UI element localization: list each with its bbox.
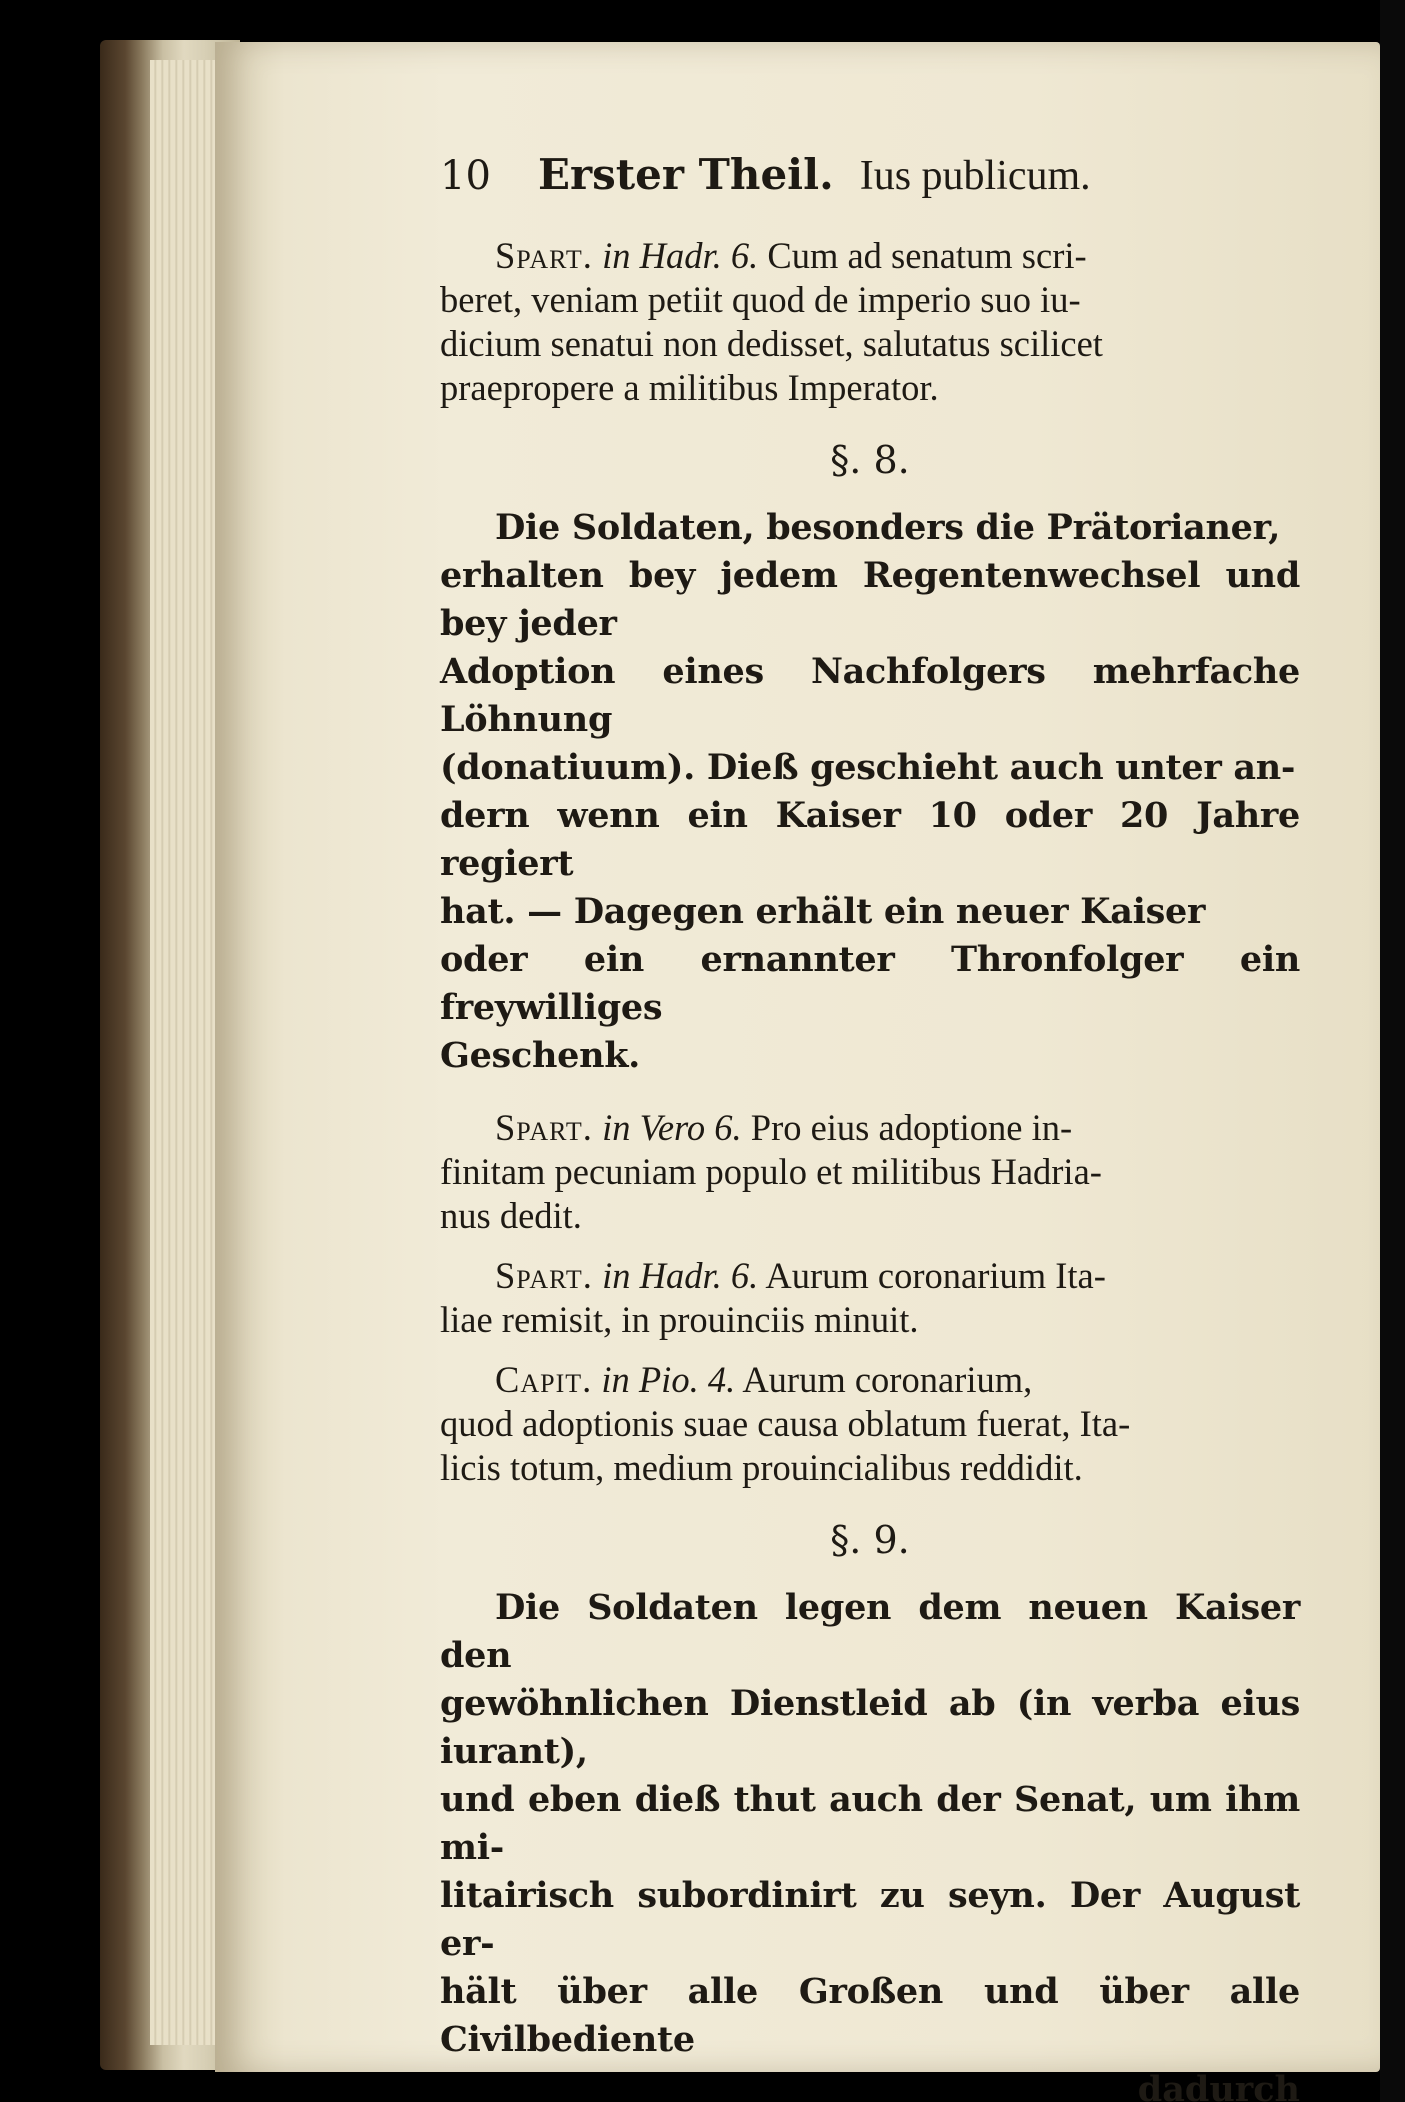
text-line: oder ein ernannter Thronfolger ein freywilliges: [440, 939, 1300, 1028]
section-title: Ius publicum.: [859, 153, 1091, 199]
section-heading: §. 8.: [830, 438, 910, 482]
text-line: Die Soldaten, besonders die Prätorianer,: [495, 507, 1281, 548]
citation-paragraph: [440, 1106, 1300, 1238]
section-heading: §. 9.: [830, 1518, 910, 1562]
page-text: [440, 150, 1300, 2102]
citation-paragraph: [440, 1358, 1300, 1490]
part-title: Erster Theil.: [538, 150, 834, 199]
german-paragraph: [440, 504, 1300, 1080]
text-line: nus dedit.: [440, 1195, 582, 1236]
citation-location: in Vero 6.: [602, 1107, 742, 1148]
background-right: [1380, 0, 1405, 2102]
text-line: Aurum coronarium,: [742, 1359, 1033, 1400]
text-line: dicium senatui non dedisset, salutatus scilicet: [440, 323, 1103, 364]
citation-paragraph: [440, 234, 1300, 410]
running-header: [440, 150, 1300, 220]
text-line: licis totum, medium prouincialibus reddidit.: [440, 1447, 1083, 1488]
text-line: hat. — Dagegen erhält ein neuer Kaiser: [440, 891, 1206, 932]
citation-author: Spart.: [495, 1107, 593, 1148]
text-line: Adoption eines Nachfolgers mehrfache Löhnung: [440, 651, 1300, 740]
text-line: Cum ad senatum scri-: [767, 235, 1087, 276]
text-line: Pro eius adoptione in-: [750, 1107, 1073, 1148]
citation-author: Spart.: [495, 1255, 593, 1296]
text-line: litairisch subordinirt zu seyn. Der August er-: [440, 1875, 1300, 1964]
text-line: liae remisit, in prouinciis minuit.: [440, 1299, 919, 1340]
text-line: finitam pecuniam populo et militibus Hadria-: [440, 1151, 1102, 1192]
citation-paragraph: [440, 1254, 1300, 1342]
citation-author: Spart.: [495, 235, 593, 276]
page-number: 10: [440, 153, 491, 199]
citation-location: in Hadr. 6.: [602, 235, 759, 276]
text-line: gewöhnlichen Dienstleid ab (in verba eius iurant),: [440, 1683, 1300, 1772]
text-line: Die Soldaten legen dem neuen Kaiser den: [440, 1587, 1300, 1676]
text-line: hält über alle Großen und über alle Civilbediente: [440, 1971, 1300, 2060]
german-paragraph: [440, 1584, 1300, 2064]
text-line: beret, veniam petiit quod de imperio suo iu-: [440, 279, 1081, 320]
text-line: Aurum coronarium Ita-: [765, 1255, 1106, 1296]
catchword: dadurch: [1137, 2069, 1300, 2102]
text-line: Geschenk.: [440, 1035, 641, 1076]
text-line: und eben dieß thut auch der Senat, um ihm mi-: [440, 1779, 1300, 1868]
text-line: (donatiuum). Dieß geschieht auch unter an-: [440, 747, 1296, 788]
text-line: erhalten bey jedem Regentenwechsel und bey jeder: [440, 555, 1300, 644]
citation-location: in Pio. 4.: [601, 1359, 736, 1400]
text-line: dern wenn ein Kaiser 10 oder 20 Jahre regiert: [440, 795, 1300, 884]
citation-location: in Hadr. 6.: [602, 1255, 759, 1296]
text-line: praepropere a militibus Imperator.: [440, 367, 939, 408]
citation-author: Capit.: [495, 1359, 593, 1400]
text-line: quod adoptionis suae causa oblatum fuerat, Ita-: [440, 1403, 1131, 1444]
